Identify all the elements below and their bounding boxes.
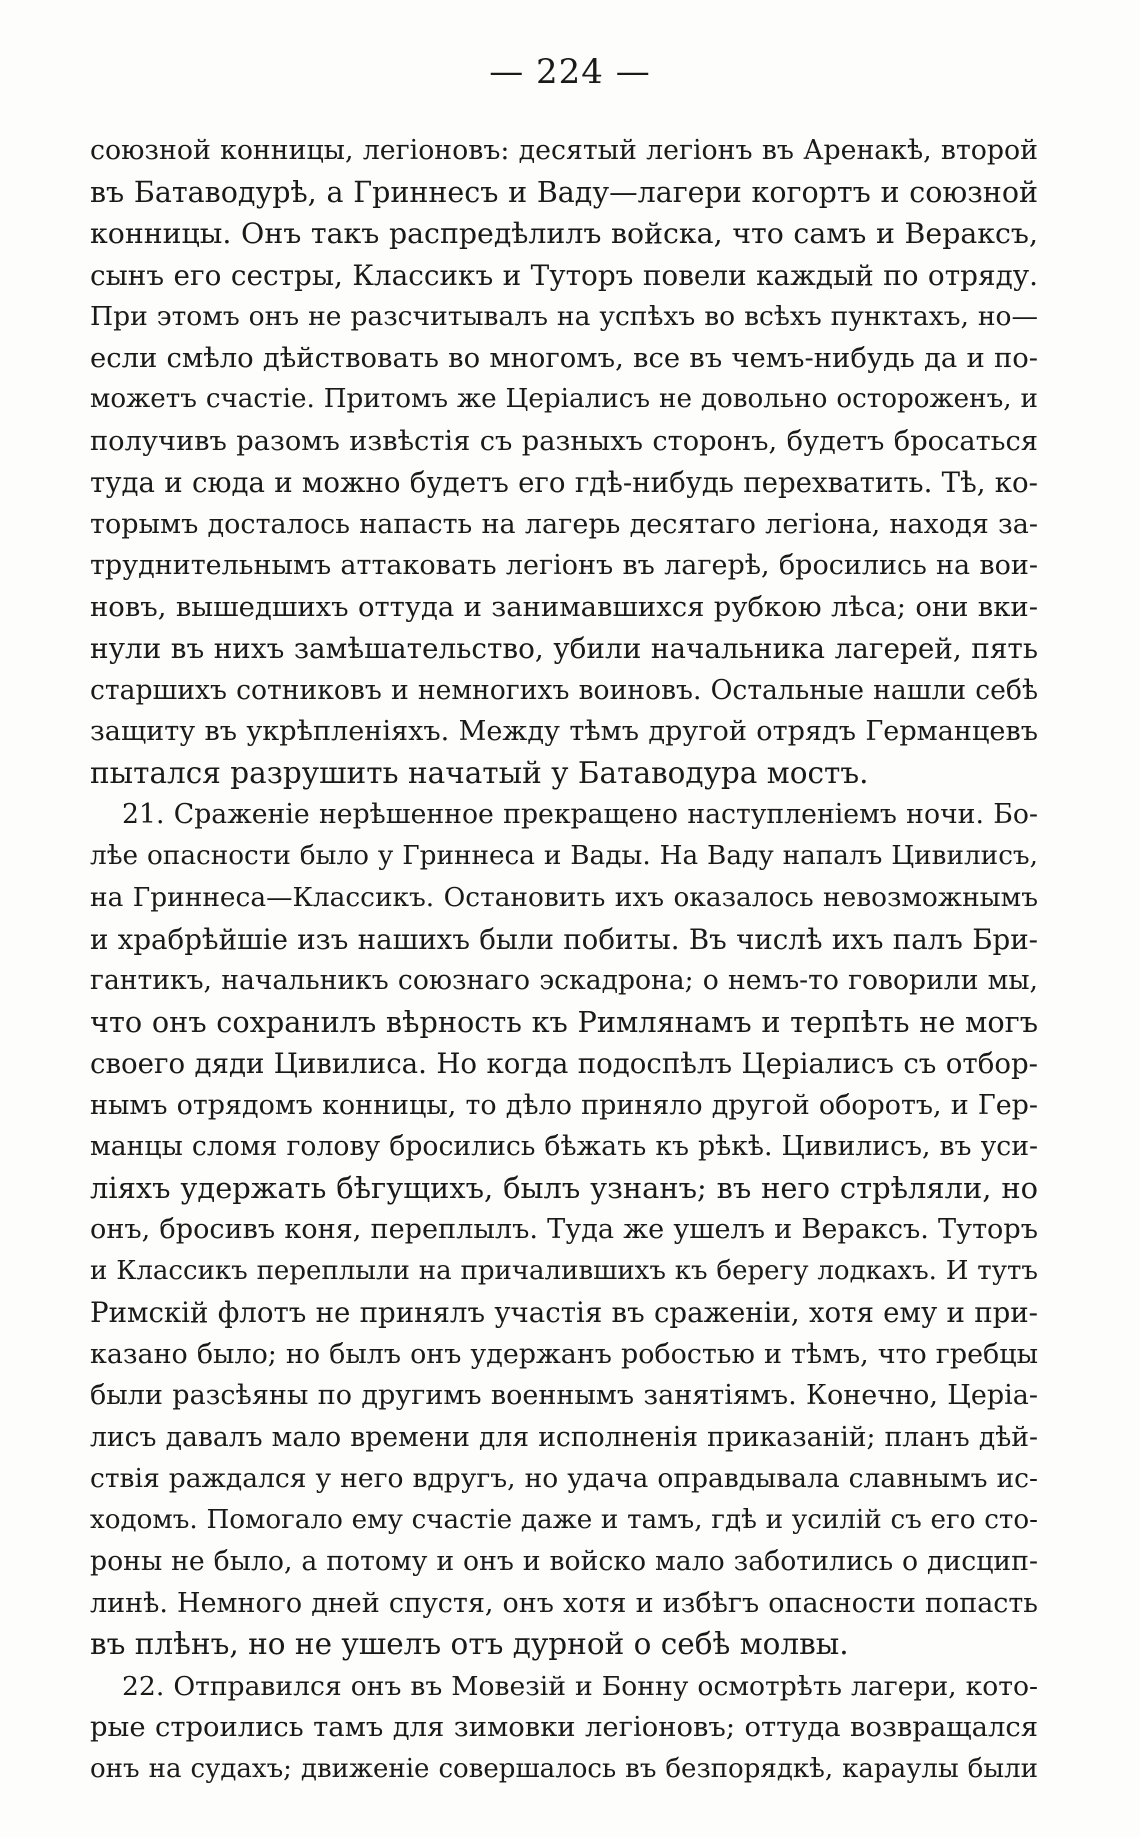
text-line: защиту въ укрѣпленіяхъ. Между тѣмъ другой отрядъ Германцевъ [90,716,1038,747]
text-line: 22. Отправился онъ въ Мовезій и Бонну осмотрѣть лагери, кото- [122,1670,1038,1702]
text-line: роны не было, а потому и онъ и войско мало заботились о дисцип- [90,1546,1038,1577]
text-line: старшихъ сотниковъ и немногихъ воиновъ. Остальные нашли себѣ [90,674,1038,706]
text-line: лисъ давалъ мало времени для исполненія приказаній; планъ дѣй- [90,1421,1038,1453]
text-line: конницы. Онъ такъ распредѣлилъ войска, что самъ и Вераксъ, [90,217,1038,250]
text-line: торымъ досталось напасть на лагерь десятаго легіона, находя за- [90,508,1038,540]
text-line: гантикъ, начальникъ союзнаго эскадрона; о немъ-то говорили мы, [90,965,1038,996]
text-line: получивъ разомъ извѣстія съ разныхъ сторонъ, будетъ бросаться [90,425,1038,457]
text-line: въ плѣнъ, но не ушелъ отъ дурной о себѣ молвы. [90,1627,849,1661]
text-line: можетъ счастіе. Притомъ же Церіалисъ не довольно остороженъ, и [90,384,1038,414]
text-line: своего дяди Цивилиса. Но когда подоспѣлъ Церіалисъ съ отбор- [90,1047,1038,1080]
text-line: союзной конницы, легіоновъ: десятый легіонъ въ Аренакѣ, второй [90,135,1038,166]
text-line: пытался разрушить начатый у Батаводура мостъ. [90,755,869,790]
text-line: новъ, вышедшихъ оттуда и занимавшихся рубкою лѣса; они вки- [90,591,1038,623]
text-line: нымъ отрядомъ конницы, то дѣло приняло другой оборотъ, и Гер- [90,1089,1038,1121]
text-line: что онъ сохранилъ вѣрность къ Римлянамъ и терпѣть не могъ [90,1004,1038,1039]
body-text [90,130,1038,1790]
text-line: на Гриннеса—Классикъ. Остановить ихъ оказалось невозможнымъ [90,882,1038,913]
text-line: труднительнымъ аттаковать легіонъ въ лагерѣ, бросились на вои- [90,550,1038,581]
text-line: рые строились тамъ для зимовки легіоновъ; оттуда возвращался [90,1712,1038,1743]
text-line: туда и сюда и можно будетъ его гдѣ-нибудь перехватить. Тѣ, ко- [90,466,1038,499]
text-line: казано было; но былъ онъ удержанъ робостью и тѣмъ, что гребцы [90,1338,1038,1370]
text-line: 21. Сраженіе нерѣшенное прекращено наступленіемъ ночи. Бо- [122,799,1038,830]
text-line: онъ, бросивъ коня, переплылъ. Туда же ушелъ и Вераксъ. Туторъ [90,1214,1038,1245]
text-line: въ Батаводурѣ, а Гриннесъ и Ваду—лагери когортъ и союзной [90,175,1038,209]
text-line: если смѣло дѣйствовать во многомъ, все въ чемъ-нибудь да и по- [90,342,1038,374]
text-line: и храбрѣйшіе изъ нашихъ были побиты. Въ числѣ ихъ палъ Бри- [90,922,1038,956]
text-line: манцы сломя голову бросились бѣжать къ рѣкѣ. Цивилисъ, въ уси- [90,1131,1038,1162]
text-line: ліяхъ удержать бѣгущихъ, былъ узнанъ; въ него стрѣляли, но [90,1170,1038,1205]
text-line: лѣе опасности было у Гриннеса и Вады. На Ваду напалъ Цивилисъ, [90,840,1038,871]
text-line: онъ на судахъ; движеніе совершалось въ безпорядкѣ, караулы были [90,1753,1038,1784]
text-line: Римскій флотъ не принялъ участія въ сраженіи, хотя ему и при- [90,1296,1038,1329]
text-line: ходомъ. Помогало ему счастіе даже и тамъ, гдѣ и усилій съ его сто- [90,1504,1038,1535]
text-line: и Классикъ переплыли на причалившихъ къ берегу лодкахъ. И тутъ [90,1255,1038,1286]
page-number: — 224 — [489,52,651,92]
text-line: сынъ его сестры, Классикъ и Туторъ повели каждый по отряду. [90,258,1038,292]
text-line: нули въ нихъ замѣшательство, убили начальника лагерей, пять [90,632,1038,665]
text-line: При этомъ онъ не разсчитывалъ на успѣхъ во всѣхъ пунктахъ, но— [90,301,1038,332]
text-line: линѣ. Немного дней спустя, онъ хотя и избѣгъ опасности попасть [90,1587,1038,1619]
text-line: ствія раждался у него вдругъ, но удача оправдывала славнымъ ис- [90,1463,1038,1494]
text-line: были разсѣяны по другимъ военнымъ занятіямъ. Конечно, Церіа- [90,1380,1038,1411]
